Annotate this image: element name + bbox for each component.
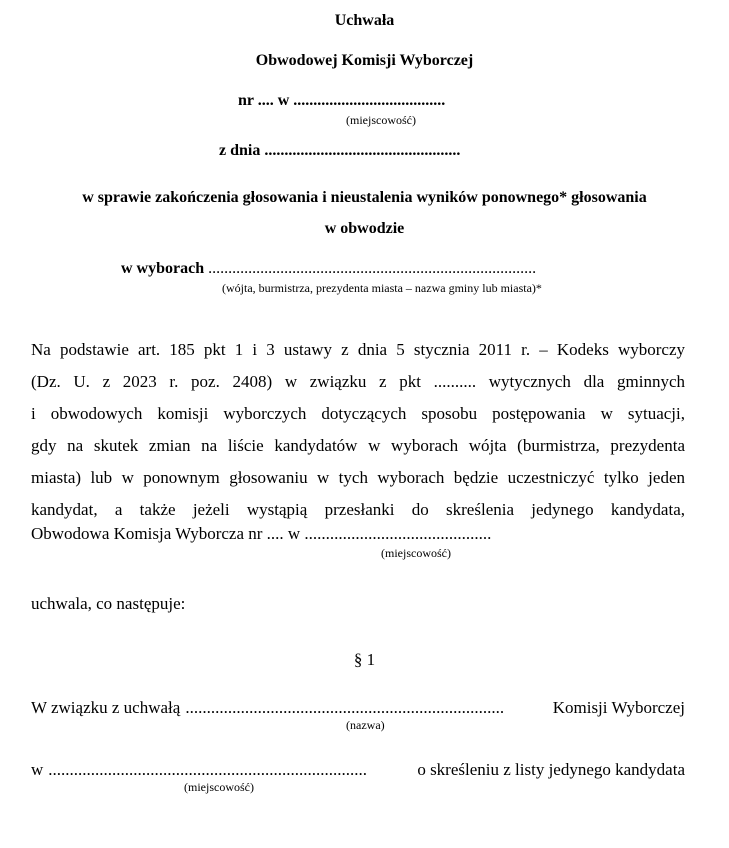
elections-label: w wyborach — [121, 260, 205, 277]
number-line: nr .... w ...................................... — [238, 92, 446, 109]
place-prefix: w — [31, 760, 44, 779]
paragraph-line: kandydat, a także jeżeli wystąpią przesłanki do skreślenia jedynego kandydata, — [31, 500, 685, 519]
name-caption: (nazwa) — [346, 718, 385, 732]
paragraph-place-caption: (miejscowość) — [381, 546, 451, 560]
removal-text: o skreśleniu z listy jedynego kandydata — [417, 760, 685, 779]
resolves-line: uchwala, co następuje: — [31, 594, 186, 613]
paragraph-line: i obwodowych komisji wyborczych dotyczących sposobu postępowania w sytuacji, — [31, 404, 685, 423]
section-heading: § 1 — [353, 650, 376, 669]
paragraph-line: miasta) lub w ponownym głosowaniu w tych wyborach będzie uczestniczyć tylko jeden — [31, 468, 685, 487]
committee-heading: Obwodowej Komisji Wyborczej — [255, 52, 474, 69]
place-dots: ........................................................................... — [48, 760, 368, 779]
committee-suffix: Komisji Wyborczej — [552, 698, 685, 717]
elections-dots: .................................................................................. — [208, 260, 537, 277]
paragraph-line: Obwodowa Komisja Wyborcza nr .... w ............................................ — [31, 524, 492, 543]
date-line: z dnia ................................................. — [219, 142, 461, 159]
number-place-caption: (miejscowość) — [346, 113, 416, 127]
subject-line-1: w sprawie zakończenia głosowania i nieustalenia wyników ponownego* głosowania — [82, 189, 647, 206]
paragraph-line: gdy na skutek zmian na liście kandydatów w wyborach wójta (burmistrza, prezydenta — [31, 436, 685, 455]
elections-line — [121, 260, 536, 278]
place-caption: (miejscowość) — [184, 780, 254, 794]
paragraph-line: (Dz. U. z 2023 r. poz. 2408) w związku z pkt .......... wytycznych dla gminnych — [31, 372, 685, 391]
subject-line-2: w obwodzie — [324, 220, 405, 237]
section1-line-1 — [31, 698, 685, 718]
resolution-title: Uchwała — [334, 12, 395, 29]
paragraph-line: Na podstawie art. 185 pkt 1 i 3 ustawy z dnia 5 stycznia 2011 r. – Kodeks wyborczy — [31, 340, 685, 359]
resolution-ref-label: W związku z uchwałą — [31, 698, 181, 717]
resolution-name-dots: ........................................................................... — [185, 698, 505, 717]
section1-line-2 — [31, 760, 685, 780]
elections-caption: (wójta, burmistrza, prezydenta miasta – nazwa gminy lub miasta)* — [222, 281, 542, 295]
